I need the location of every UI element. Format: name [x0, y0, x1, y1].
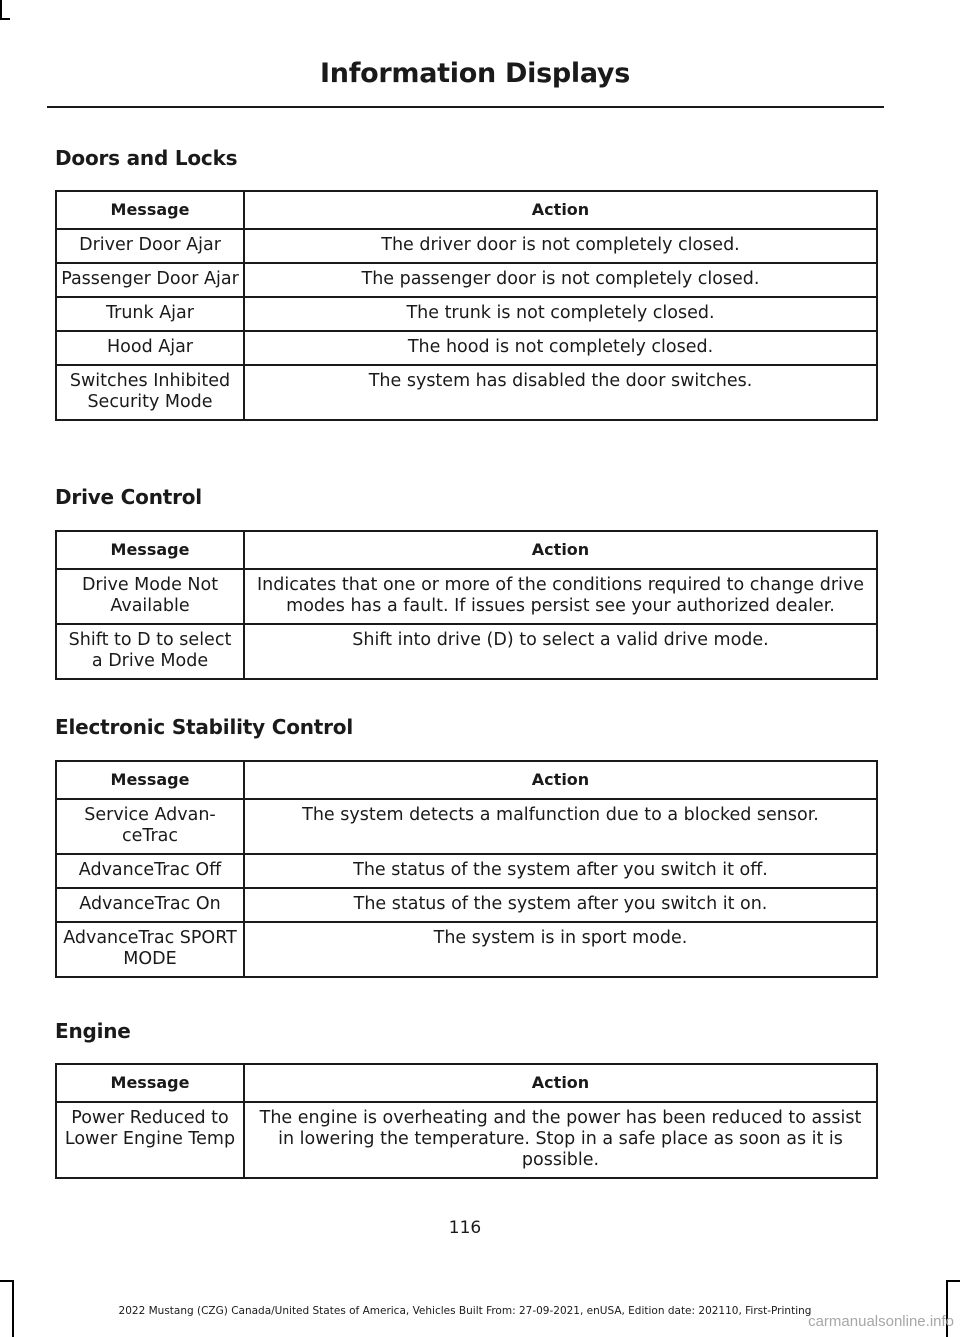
message-cell: Driver Door Ajar: [56, 229, 244, 263]
table-header-row: [56, 531, 877, 569]
message-cell: AdvanceTrac SPORT MODE: [56, 922, 244, 977]
message-column-header: Message: [56, 531, 244, 569]
section-heading-doors-and-locks: Doors and Locks: [55, 146, 238, 170]
message-column-header: Message: [56, 1064, 244, 1102]
table-row: [56, 297, 877, 331]
table-row: [56, 1102, 877, 1178]
action-cell: The engine is overheating and the power has been reduced to assist in lowering the temperature. Stop in a safe place as soon as it is possible.: [244, 1102, 877, 1178]
section-heading-engine: Engine: [55, 1019, 131, 1043]
message-cell: Shift to D to select a Drive Mode: [56, 624, 244, 679]
watermark: carmanualsonline.info: [808, 1313, 954, 1330]
message-cell: Hood Ajar: [56, 331, 244, 365]
table-row: [56, 263, 877, 297]
table-row: [56, 229, 877, 263]
message-cell: Passenger Door Ajar: [56, 263, 244, 297]
action-cell: The status of the system after you switch it off.: [244, 854, 877, 888]
doors-and-locks-table: [55, 190, 878, 421]
message-cell: AdvanceTrac Off: [56, 854, 244, 888]
action-cell: The system has disabled the door switches.: [244, 365, 877, 420]
action-cell: Indicates that one or more of the conditions required to change drive modes has a fault. If issues persist see your authorized dealer.: [244, 569, 877, 624]
table-row: [56, 365, 877, 420]
action-column-header: Action: [244, 531, 877, 569]
table-header-row: [56, 1064, 877, 1102]
header-rule: [47, 106, 884, 108]
action-cell: The system detects a malfunction due to a blocked sensor.: [244, 799, 877, 854]
message-cell: Switches Inhibited Security Mode: [56, 365, 244, 420]
table-header-row: [56, 191, 877, 229]
action-cell: The driver door is not completely closed.: [244, 229, 877, 263]
action-column-header: Action: [244, 761, 877, 799]
electronic-stability-control-table: [55, 760, 878, 978]
page-title: Information Displays: [320, 58, 630, 89]
table-row: [56, 624, 877, 679]
table-row: [56, 569, 877, 624]
action-column-header: Action: [244, 191, 877, 229]
crop-mark-top-left-h: [0, 18, 10, 20]
crop-mark-top-left: [0, 0, 2, 18]
engine-table: [55, 1063, 878, 1179]
table-row: [56, 331, 877, 365]
page-number: 116: [448, 1218, 482, 1238]
message-cell: Service Advan-ceTrac: [56, 799, 244, 854]
action-column-header: Action: [244, 1064, 877, 1102]
table-row: [56, 799, 877, 854]
crop-mark-bottom-left: [0, 1280, 12, 1282]
message-cell: AdvanceTrac On: [56, 888, 244, 922]
action-cell: The status of the system after you switch it on.: [244, 888, 877, 922]
action-cell: The hood is not completely closed.: [244, 331, 877, 365]
action-cell: The system is in sport mode.: [244, 922, 877, 977]
drive-control-table: [55, 530, 878, 680]
footer-edition-info: 2022 Mustang (CZG) Canada/United States of America, Vehicles Built From: 27-09-2021, enUSA, Edition date: 202110, First-Printing: [118, 1305, 812, 1317]
action-cell: The passenger door is not completely closed.: [244, 263, 877, 297]
action-cell: Shift into drive (D) to select a valid drive mode.: [244, 624, 877, 679]
section-heading-drive-control: Drive Control: [55, 485, 202, 509]
action-cell: The trunk is not completely closed.: [244, 297, 877, 331]
table-header-row: [56, 761, 877, 799]
table-row: [56, 854, 877, 888]
message-cell: Drive Mode Not Available: [56, 569, 244, 624]
message-column-header: Message: [56, 761, 244, 799]
crop-mark-bottom-right-h: [948, 1280, 960, 1282]
table-row: [56, 922, 877, 977]
message-cell: Trunk Ajar: [56, 297, 244, 331]
message-column-header: Message: [56, 191, 244, 229]
message-cell: Power Reduced to Lower Engine Temp: [56, 1102, 244, 1178]
table-row: [56, 888, 877, 922]
section-heading-electronic-stability-control: Electronic Stability Control: [55, 715, 353, 739]
